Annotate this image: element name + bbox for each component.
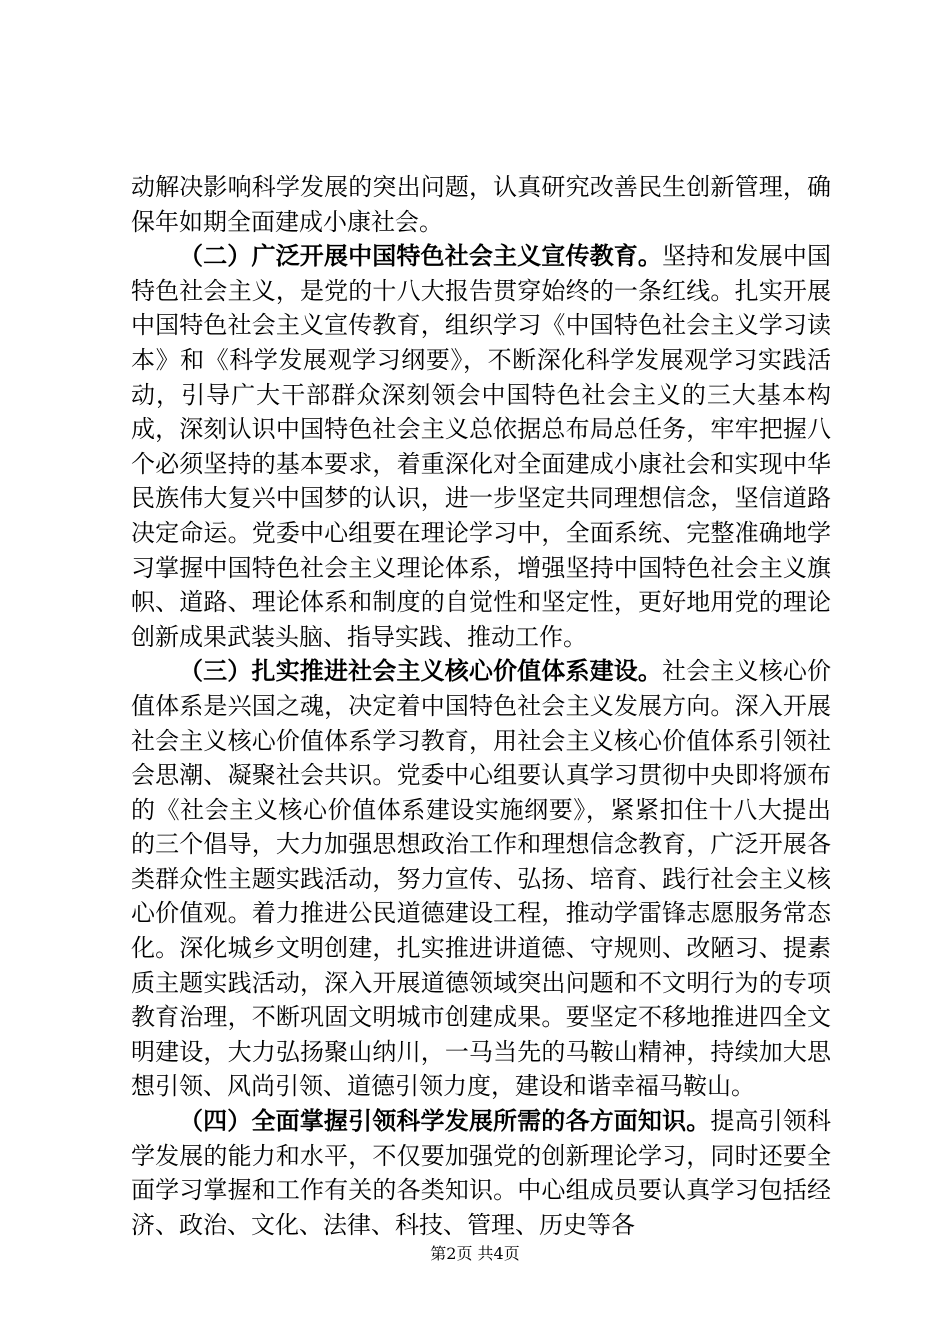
paragraph-section-2 (131, 239, 831, 654)
document-body (131, 170, 831, 1242)
paragraph-text: 提高引领科学发展的能力和水平，不仅要加强党的创新理论学习，同时还要全面学习掌握和工作有关的各类知识。中心组成员要认真学习包括经济、政治、文化、法律、科技、管理、历史等各 (131, 1107, 832, 1239)
paragraph-section-4 (131, 1104, 831, 1242)
paragraph-text: 动解决影响科学发展的突出问题，认真研究改善民生创新管理，确保年如期全面建成小康社会。 (131, 173, 831, 236)
section-heading: （三）扎实推进社会主义核心价值体系建设。 (179, 657, 663, 686)
paragraph-text: 坚持和发展中国特色社会主义，是党的十八大报告贯穿始终的一条红线。扎实开展中国特色社会主义宣传教育，组织学习《中国特色社会主义学习读本》和《科学发展观学习纲要》，不断深化科学发展观学习实践活动，引导广大干部群众深刻领会中国特色社会主义的三大基本构成，深刻认识中国特色社会主义总依据总布局总任务，牢牢把握八个必须坚持的基本要求，着重深化对全面建成小康社会和实现中华民族伟大复兴中国梦的认识，进一步坚定共同理想信念，坚信道路决定命运。党委中心组要在理论学习中，全面系统、完整准确地学习掌握中国特色社会主义理论体系，增强坚持中国特色社会主义旗帜、道路、理论体系和制度的自觉性和坚定性，更好地用党的理论创新成果武装头脑、指导实践、推动工作。 (131, 242, 832, 651)
section-heading: （二）广泛开展中国特色社会主义宣传教育。 (179, 242, 663, 271)
page-number-footer: 第2页 共4页 (430, 1244, 520, 1263)
paragraph-section-3 (131, 654, 831, 1104)
paragraph-continuation (131, 170, 831, 239)
section-heading: （四）全面掌握引领科学发展所需的各方面知识。 (179, 1107, 711, 1136)
paragraph-text: 社会主义核心价值体系是兴国之魂，决定着中国特色社会主义发展方向。深入开展社会主义核心价值体系学习教育，用社会主义核心价值体系引领社会思潮、凝聚社会共识。党委中心组要认真学习贯彻中央即将颁布的《社会主义核心价值体系建设实施纲要》，紧紧扣住十八大提出的三个倡导，大力加强思想政治工作和理想信念教育，广泛开展各类群众性主题实践活动，努力宣传、弘扬、培育、践行社会主义核心价值观。着力推进公民道德建设工程，推动学雷锋志愿服务常态化。深化城乡文明创建，扎实推进讲道德、守规则、改陋习、提素质主题实践活动，深入开展道德领域突出问题和不文明行为的专项教育治理，不断巩固文明城市创建成果。要坚定不移地推进四全文明建设，大力弘扬聚山纳川，一马当先的马鞍山精神，持续加大思想引领、风尚引领、道德引领力度，建设和谐幸福马鞍山。 (131, 657, 832, 1101)
